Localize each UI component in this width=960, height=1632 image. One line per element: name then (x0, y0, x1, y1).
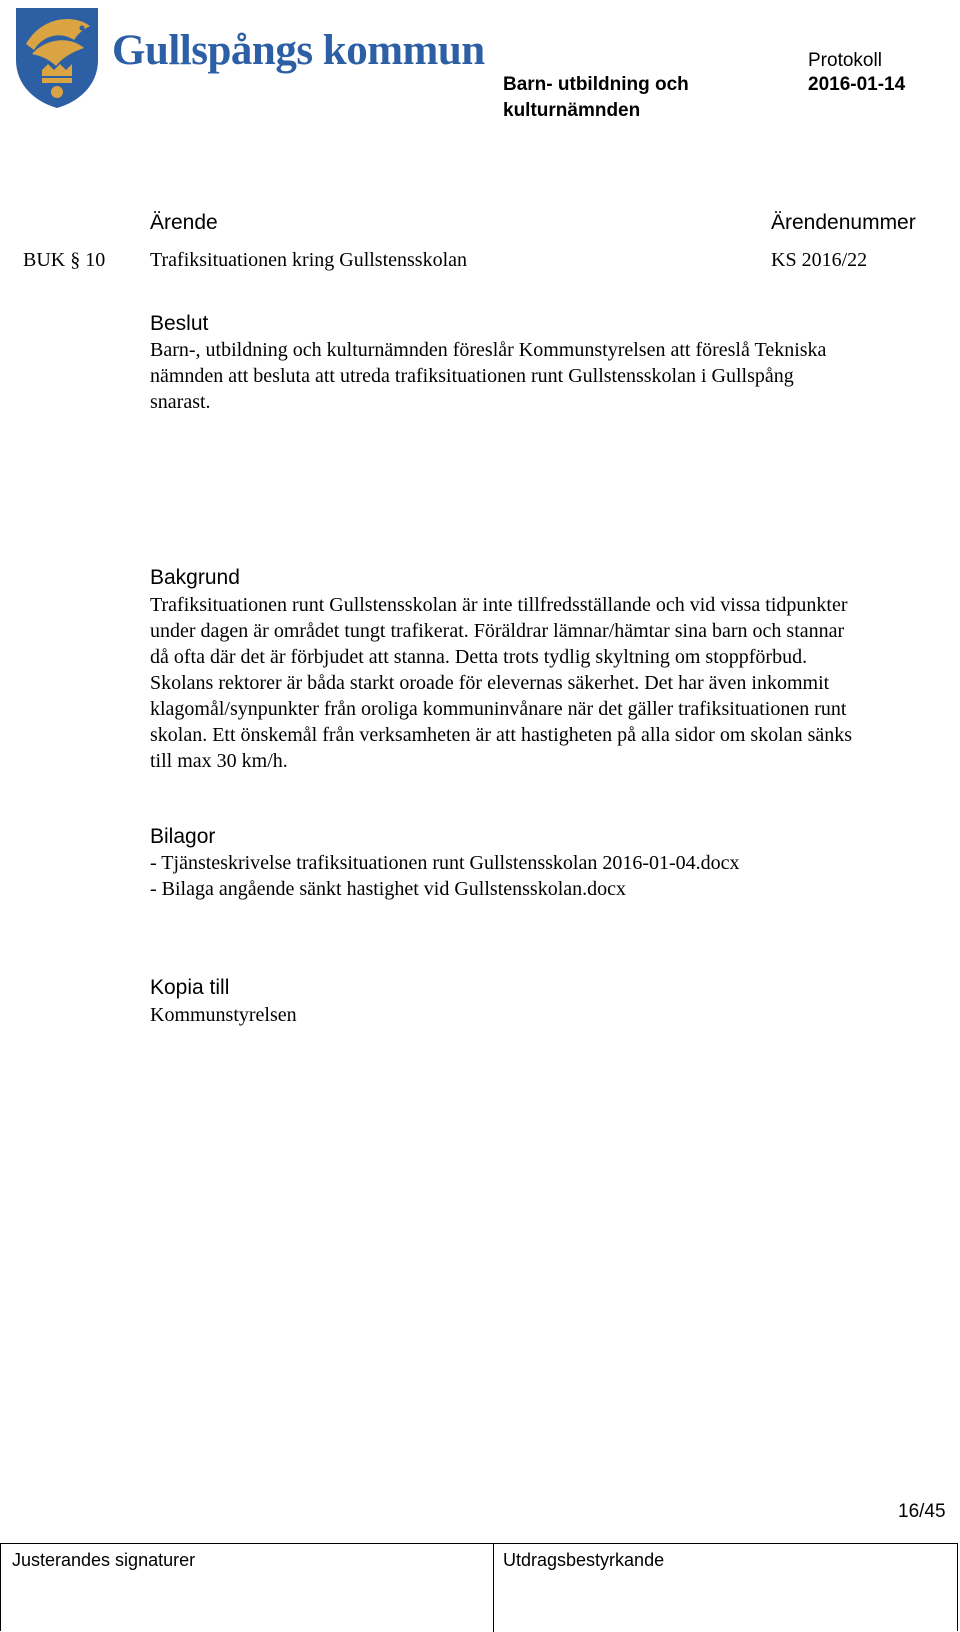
text-line: klagomål/synpunkter från oroliga kommuninvånare när det gäller trafiksituationen runt (150, 698, 847, 720)
text-line: Barn-, utbildning och kulturnämnden föreslår Kommunstyrelsen att föreslå Tekniska (150, 339, 827, 361)
bilagor-heading: Bilagor (150, 825, 216, 848)
text-line: nämnden att besluta att utreda trafiksituationen runt Gullstensskolan i Gullspång (150, 365, 794, 387)
case-paragraph: BUK § 10 (23, 249, 106, 271)
logo-text: Gullspångs kommun (112, 27, 485, 74)
bilagor-list (150, 850, 950, 902)
label-arende: Ärende (150, 211, 218, 234)
extract-label: Utdragsbestyrkande (503, 1550, 665, 1570)
bakgrund-text (150, 592, 950, 774)
beslut-text (150, 337, 950, 415)
page-number: 16/45 (898, 1501, 946, 1522)
text-line: till max 30 km/h. (150, 750, 288, 772)
text-line: under dagen är området tungt trafikerat. Föräldrar lämnar/hämtar sina barn och stannar (150, 620, 845, 642)
committee-name-line2: kulturnämnden (503, 100, 641, 121)
copy-recipient: Kommunstyrelsen (150, 1004, 297, 1026)
document-date: 2016-01-14 (808, 74, 906, 95)
text-line: Skolans rektorer är båda starkt oroade för elevernas säkerhet. Det har även inkommit (150, 672, 830, 694)
bakgrund-heading: Bakgrund (150, 566, 240, 589)
text-line: skolan. Ett önskemål från verksamheten är att hastigheten på alla sidor om skolan sänks (150, 724, 853, 746)
kopia-list (150, 1002, 950, 1028)
label-arendenummer: Ärendenummer (771, 211, 916, 234)
case-number: KS 2016/22 (771, 249, 868, 271)
text-line: snarast. (150, 391, 211, 413)
text-line: Trafiksituationen runt Gullstensskolan är inte tillfredsställande och vid vissa tidpunkter (150, 594, 848, 616)
case-title: Trafiksituationen kring Gullstensskolan (150, 249, 468, 271)
coat-of-arms-icon (12, 4, 102, 108)
document-type: Protokoll (808, 50, 882, 71)
kopia-heading: Kopia till (150, 976, 230, 999)
signatures-label: Justerandes signaturer (12, 1550, 196, 1570)
beslut-heading: Beslut (150, 312, 209, 335)
footer-divider (493, 1543, 494, 1632)
attachment-item: - Tjänsteskrivelse trafiksituationen runt Gullstensskolan 2016-01-04.docx (150, 852, 740, 874)
committee-name-line1: Barn- utbildning och (503, 74, 689, 95)
text-line: då ofta där det är förbjudet att stanna. Detta trots tydlig skyltning om stoppförbud. (150, 646, 808, 668)
attachment-item: - Bilaga angående sänkt hastighet vid Gullstensskolan.docx (150, 878, 627, 900)
